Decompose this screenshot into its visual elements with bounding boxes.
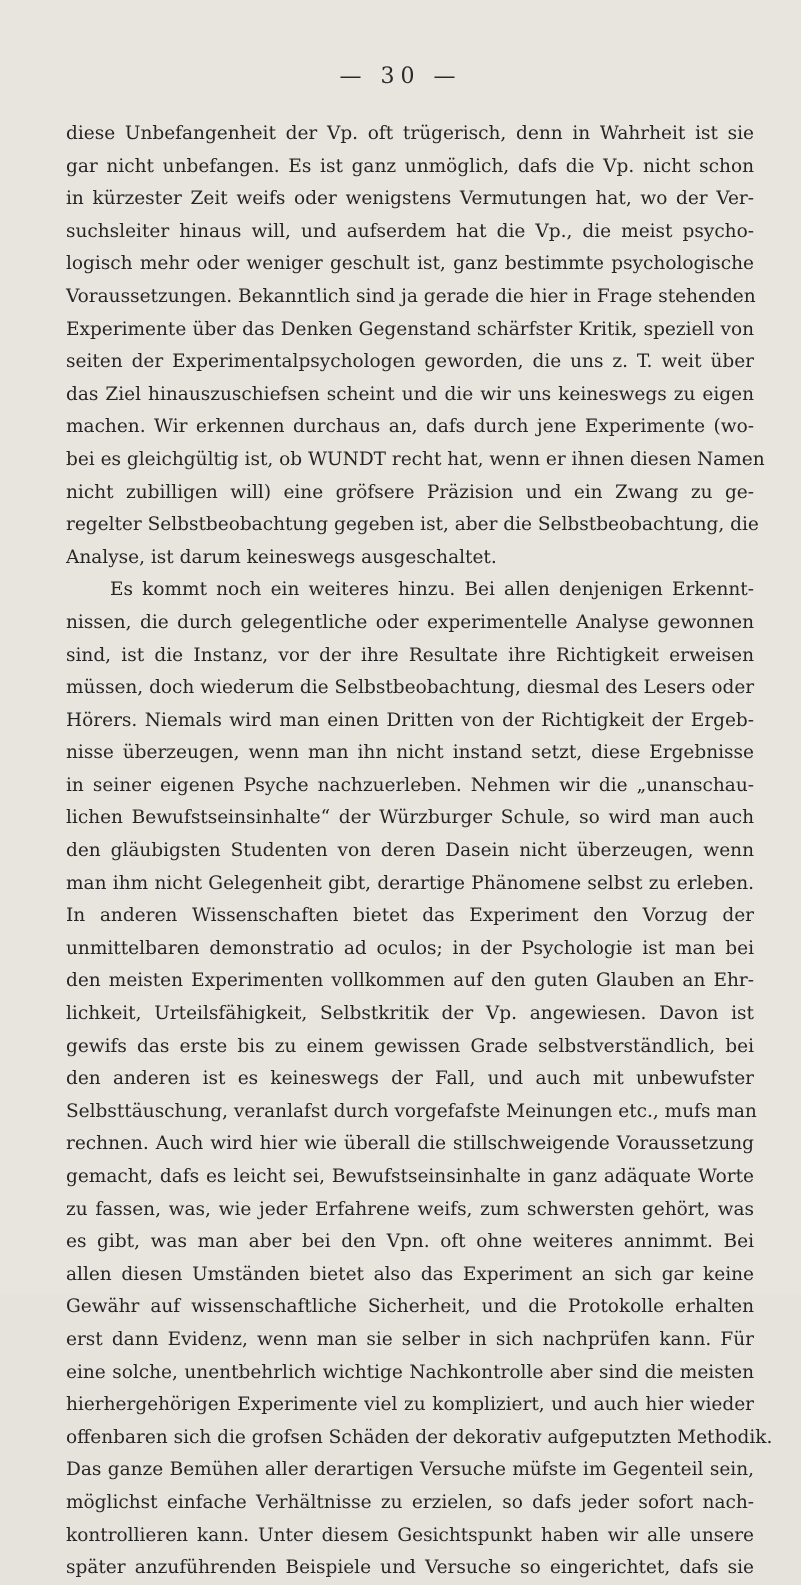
text-line: eine solche, unentbehrlich wichtige Nachkontrolle aber sind die meisten (66, 1361, 754, 1383)
text-line: gemacht, dafs es leicht sei, Bewufstseinsinhalte in ganz adäquate Worte (66, 1166, 754, 1187)
text-line: Experimente über das Denken Gegenstand schärfster Kritik, speziell von (66, 318, 754, 340)
text-line: müssen, doch wiederum die Selbstbeobachtung, diesmal des Lesers oder (66, 677, 755, 699)
text-line: Selbsttäuschung, veranlafst durch vorgefafste Meinungen etc., mufs man (66, 1100, 757, 1122)
text-line: den anderen ist es keineswegs der Fall, und auch mit unbewufster (66, 1068, 754, 1090)
text-line: Hörers. Niemals wird man einen Dritten von der Richtigkeit der Ergeb- (66, 709, 754, 731)
text-line: möglichst einfache Verhältnisse zu erzielen, so dafs jeder sofort nach- (66, 1491, 754, 1513)
paragraph-end-line: Analyse, ist darum keineswegs ausgeschaltet. (66, 546, 497, 568)
text-line: lichen Bewufstseinsinhalte“ der Würzburger Schule, so wird man auch (66, 807, 754, 829)
text-line: lichkeit, Urteilsfähigkeit, Selbstkritik der Vp. angewiesen. Davon ist (66, 1003, 754, 1025)
text-line: das Ziel hinauszuschiefsen scheint und die wir uns keineswegs zu eigen (66, 383, 754, 405)
text-line: In anderen Wissenschaften bietet das Experiment den Vorzug der (66, 905, 754, 927)
text-line: allen diesen Umständen bietet also das Experiment an sich gar keine (66, 1263, 754, 1285)
text-line: machen. Wir erkennen durchaus an, dafs durch jene Experimente (wo- (66, 416, 754, 438)
text-line: den gläubigsten Studenten von deren Dasein nicht überzeugen, wenn (66, 840, 754, 862)
text-line: nicht zubilligen will) eine gröfsere Präzision und ein Zwang zu ge- (66, 481, 754, 503)
text-line: in kürzester Zeit weifs oder wenigstens Vermutungen hat, wo der Ver- (66, 188, 754, 210)
text-line: unmittelbaren demonstratio ad oculos; in der Psychologie ist man bei (66, 937, 754, 959)
text-line: hierhergehörigen Experimente viel zu kompliziert, und auch hier wieder (66, 1394, 754, 1416)
text-line: den meisten Experimenten vollkommen auf den guten Glauben an Ehr- (66, 970, 754, 992)
text-line: logisch mehr oder weniger geschult ist, ganz bestimmte psychologische (66, 253, 754, 275)
text-line: offenbaren sich die grofsen Schäden der dekorativ aufgeputzten Methodik. (66, 1426, 773, 1448)
body-text (66, 118, 773, 1585)
text-line: es gibt, was man aber bei den Vpn. oft ohne weiteres annimmt. Bei (66, 1231, 754, 1253)
text-line: diese Unbefangenheit der Vp. oft trügerisch, denn in Wahrheit ist sie (66, 123, 754, 144)
text-line: kontrollieren kann. Unter diesem Gesichtspunkt haben wir alle unsere (66, 1524, 754, 1546)
text-line: Das ganze Bemühen aller derartigen Versuche müfste im Gegenteil sein, (66, 1459, 754, 1481)
paragraph-start-line: Es kommt noch ein weiteres hinzu. Bei allen denjenigen Erkennt- (110, 579, 754, 601)
text-line: sind, ist die Instanz, vor der ihre Resultate ihre Richtigkeit erweisen (66, 644, 754, 666)
text-line: suchsleiter hinaus will, und aufserdem hat die Vp., die meist psycho- (66, 220, 754, 242)
text-line: nisse überzeugen, wenn man ihn nicht instand setzt, diese Ergebnisse (66, 742, 754, 764)
text-line: später anzuführenden Beispiele und Versuche so eingerichtet, dafs sie (66, 1557, 754, 1579)
text-line: regelter Selbstbeobachtung gegeben ist, aber die Selbstbeobachtung, die (66, 514, 759, 536)
text-line: rechnen. Auch wird hier wie überall die stillschweigende Voraussetzung (66, 1133, 754, 1155)
text-line: bei es gleichgültig ist, ob WUNDT recht hat, wenn er ihnen diesen Namen (66, 448, 765, 470)
text-line: Gewähr auf wissenschaftliche Sicherheit, und die Protokolle erhalten (66, 1296, 754, 1318)
text-line: in seiner eigenen Psyche nachzuerleben. Nehmen wir die „unanschau- (66, 774, 754, 796)
text-line: gar nicht unbefangen. Es ist ganz unmöglich, dafs die Vp. nicht schon (66, 155, 754, 177)
text-line: Voraussetzungen. Bekanntlich sind ja gerade die hier in Frage stehenden (66, 285, 756, 307)
text-line: erst dann Evidenz, wenn man sie selber in sich nachprüfen kann. Für (66, 1328, 754, 1350)
text-line: seiten der Experimentalpsychologen geworden, die uns z. T. weit über (66, 351, 754, 373)
text-line: zu fassen, was, wie jeder Erfahrene weifs, zum schwersten gehört, was (66, 1198, 754, 1220)
text-line: gewifs das erste bis zu einem gewissen Grade selbstverständlich, bei (66, 1035, 754, 1057)
page-number: — 30 — (339, 64, 462, 89)
text-line: nissen, die durch gelegentliche oder experimentelle Analyse gewonnen (66, 611, 754, 633)
text-line: man ihm nicht Gelegenheit gibt, derartige Phänomene selbst zu erleben. (66, 872, 754, 894)
